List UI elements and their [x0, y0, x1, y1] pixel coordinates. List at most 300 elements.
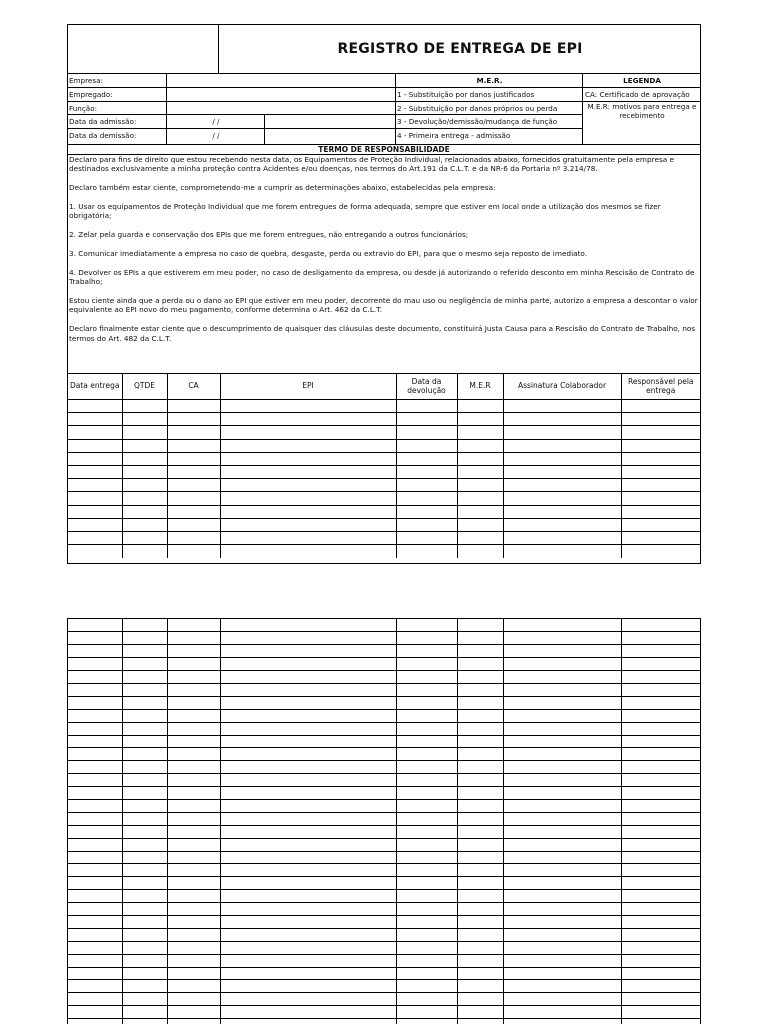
table-cell[interactable] [457, 825, 503, 838]
table-cell[interactable] [396, 838, 457, 851]
table-cell[interactable] [167, 1019, 220, 1024]
table-cell[interactable] [503, 877, 621, 890]
table-cell[interactable] [396, 492, 457, 505]
table-cell[interactable] [68, 941, 122, 954]
table-cell[interactable] [457, 531, 503, 544]
table-cell[interactable] [220, 903, 396, 916]
table-cell[interactable] [457, 671, 503, 684]
table-cell[interactable] [503, 864, 621, 877]
table-cell[interactable] [122, 658, 167, 671]
demissao-date-field[interactable]: / / [212, 131, 220, 140]
table-cell[interactable] [167, 505, 220, 518]
table-cell[interactable] [220, 864, 396, 877]
table-cell[interactable] [68, 864, 122, 877]
table-cell[interactable] [503, 632, 621, 645]
table-cell[interactable] [167, 426, 220, 439]
table-cell[interactable] [220, 709, 396, 722]
table-cell[interactable] [503, 774, 621, 787]
table-cell[interactable] [457, 413, 503, 426]
table-cell[interactable] [167, 413, 220, 426]
table-cell[interactable] [396, 864, 457, 877]
table-cell[interactable] [122, 722, 167, 735]
table-cell[interactable] [167, 812, 220, 825]
table-cell[interactable] [122, 465, 167, 478]
table-cell[interactable] [621, 774, 700, 787]
table-cell[interactable] [621, 812, 700, 825]
table-cell[interactable] [621, 439, 700, 452]
empregado-field[interactable] [167, 88, 395, 101]
funcao-field[interactable] [167, 102, 395, 114]
table-cell[interactable] [68, 825, 122, 838]
table-cell[interactable] [621, 492, 700, 505]
table-cell[interactable] [503, 400, 621, 413]
table-cell[interactable] [396, 709, 457, 722]
table-cell[interactable] [220, 619, 396, 632]
table-cell[interactable] [68, 671, 122, 684]
table-cell[interactable] [503, 851, 621, 864]
table-cell[interactable] [167, 545, 220, 558]
table-cell[interactable] [122, 864, 167, 877]
table-cell[interactable] [503, 1019, 621, 1024]
table-cell[interactable] [621, 915, 700, 928]
table-cell[interactable] [122, 993, 167, 1006]
table-cell[interactable] [503, 954, 621, 967]
table-cell[interactable] [167, 915, 220, 928]
table-cell[interactable] [396, 722, 457, 735]
table-cell[interactable] [457, 838, 503, 851]
table-cell[interactable] [220, 505, 396, 518]
table-cell[interactable] [122, 413, 167, 426]
table-cell[interactable] [503, 722, 621, 735]
table-cell[interactable] [122, 812, 167, 825]
table-cell[interactable] [167, 632, 220, 645]
table-cell[interactable] [396, 954, 457, 967]
table-cell[interactable] [122, 774, 167, 787]
table-cell[interactable] [396, 696, 457, 709]
table-cell[interactable] [68, 709, 122, 722]
table-cell[interactable] [167, 465, 220, 478]
table-cell[interactable] [503, 903, 621, 916]
table-cell[interactable] [68, 1019, 122, 1024]
table-cell[interactable] [68, 812, 122, 825]
table-cell[interactable] [68, 799, 122, 812]
table-cell[interactable] [167, 941, 220, 954]
table-cell[interactable] [220, 838, 396, 851]
table-cell[interactable] [122, 735, 167, 748]
table-cell[interactable] [68, 645, 122, 658]
table-cell[interactable] [457, 941, 503, 954]
table-cell[interactable] [122, 452, 167, 465]
empresa-field[interactable] [167, 74, 395, 87]
table-cell[interactable] [220, 980, 396, 993]
table-cell[interactable] [167, 890, 220, 903]
table-cell[interactable] [621, 825, 700, 838]
table-cell[interactable] [457, 980, 503, 993]
table-cell[interactable] [68, 465, 122, 478]
table-cell[interactable] [621, 787, 700, 800]
table-cell[interactable] [68, 545, 122, 558]
table-cell[interactable] [220, 877, 396, 890]
table-cell[interactable] [457, 696, 503, 709]
table-cell[interactable] [68, 748, 122, 761]
table-cell[interactable] [220, 400, 396, 413]
table-cell[interactable] [621, 479, 700, 492]
table-cell[interactable] [220, 735, 396, 748]
table-cell[interactable] [122, 671, 167, 684]
table-cell[interactable] [220, 465, 396, 478]
table-cell[interactable] [457, 993, 503, 1006]
table-cell[interactable] [167, 851, 220, 864]
table-cell[interactable] [220, 1019, 396, 1024]
table-cell[interactable] [167, 928, 220, 941]
table-cell[interactable] [167, 722, 220, 735]
table-cell[interactable] [396, 787, 457, 800]
table-cell[interactable] [220, 941, 396, 954]
table-cell[interactable] [220, 915, 396, 928]
table-cell[interactable] [68, 928, 122, 941]
table-cell[interactable] [621, 735, 700, 748]
table-cell[interactable] [68, 426, 122, 439]
table-cell[interactable] [396, 505, 457, 518]
table-cell[interactable] [396, 413, 457, 426]
table-cell[interactable] [396, 439, 457, 452]
table-cell[interactable] [621, 683, 700, 696]
table-cell[interactable] [621, 748, 700, 761]
table-cell[interactable] [396, 915, 457, 928]
table-cell[interactable] [122, 928, 167, 941]
table-cell[interactable] [396, 980, 457, 993]
table-cell[interactable] [122, 954, 167, 967]
table-cell[interactable] [167, 479, 220, 492]
table-cell[interactable] [122, 645, 167, 658]
table-cell[interactable] [621, 1006, 700, 1019]
table-cell[interactable] [621, 890, 700, 903]
table-cell[interactable] [122, 748, 167, 761]
table-cell[interactable] [396, 658, 457, 671]
table-cell[interactable] [396, 426, 457, 439]
table-cell[interactable] [167, 903, 220, 916]
table-cell[interactable] [457, 439, 503, 452]
table-cell[interactable] [68, 890, 122, 903]
table-cell[interactable] [220, 696, 396, 709]
table-cell[interactable] [621, 709, 700, 722]
table-cell[interactable] [396, 735, 457, 748]
table-cell[interactable] [457, 787, 503, 800]
table-cell[interactable] [457, 954, 503, 967]
table-cell[interactable] [220, 993, 396, 1006]
table-cell[interactable] [621, 980, 700, 993]
table-cell[interactable] [621, 967, 700, 980]
table-cell[interactable] [503, 967, 621, 980]
table-cell[interactable] [503, 439, 621, 452]
table-cell[interactable] [396, 1006, 457, 1019]
table-cell[interactable] [68, 722, 122, 735]
admissao-date-field[interactable]: / / [212, 117, 220, 126]
table-cell[interactable] [457, 735, 503, 748]
table-cell[interactable] [220, 748, 396, 761]
table-cell[interactable] [167, 967, 220, 980]
table-cell[interactable] [220, 671, 396, 684]
table-cell[interactable] [621, 864, 700, 877]
table-cell[interactable] [621, 838, 700, 851]
table-cell[interactable] [457, 967, 503, 980]
table-cell[interactable] [220, 545, 396, 558]
table-cell[interactable] [621, 531, 700, 544]
table-cell[interactable] [621, 954, 700, 967]
table-cell[interactable] [457, 928, 503, 941]
table-cell[interactable] [621, 632, 700, 645]
table-cell[interactable] [68, 632, 122, 645]
table-cell[interactable] [220, 452, 396, 465]
table-cell[interactable] [122, 967, 167, 980]
table-cell[interactable] [122, 505, 167, 518]
table-cell[interactable] [457, 748, 503, 761]
table-cell[interactable] [167, 864, 220, 877]
table-cell[interactable] [122, 696, 167, 709]
table-cell[interactable] [621, 413, 700, 426]
table-cell[interactable] [68, 492, 122, 505]
table-cell[interactable] [457, 545, 503, 558]
table-cell[interactable] [220, 928, 396, 941]
table-cell[interactable] [68, 980, 122, 993]
table-cell[interactable] [503, 825, 621, 838]
table-cell[interactable] [68, 993, 122, 1006]
table-cell[interactable] [122, 799, 167, 812]
table-cell[interactable] [396, 479, 457, 492]
table-cell[interactable] [167, 531, 220, 544]
table-cell[interactable] [621, 877, 700, 890]
table-cell[interactable] [503, 696, 621, 709]
table-cell[interactable] [220, 531, 396, 544]
table-cell[interactable] [122, 492, 167, 505]
table-cell[interactable] [503, 1006, 621, 1019]
table-cell[interactable] [68, 531, 122, 544]
table-cell[interactable] [503, 413, 621, 426]
table-cell[interactable] [68, 851, 122, 864]
table-cell[interactable] [503, 915, 621, 928]
table-cell[interactable] [220, 658, 396, 671]
table-cell[interactable] [457, 452, 503, 465]
table-cell[interactable] [396, 400, 457, 413]
table-cell[interactable] [122, 1006, 167, 1019]
table-cell[interactable] [167, 696, 220, 709]
table-cell[interactable] [68, 619, 122, 632]
table-cell[interactable] [503, 709, 621, 722]
table-cell[interactable] [621, 426, 700, 439]
table-cell[interactable] [621, 993, 700, 1006]
table-cell[interactable] [457, 518, 503, 531]
table-cell[interactable] [167, 980, 220, 993]
table-cell[interactable] [68, 400, 122, 413]
table-cell[interactable] [503, 619, 621, 632]
table-cell[interactable] [220, 645, 396, 658]
table-cell[interactable] [68, 683, 122, 696]
table-cell[interactable] [457, 505, 503, 518]
demissao-extra-field[interactable] [265, 129, 395, 143]
table-cell[interactable] [167, 658, 220, 671]
table-cell[interactable] [167, 400, 220, 413]
table-cell[interactable] [122, 1019, 167, 1024]
admissao-extra-field[interactable] [265, 115, 395, 128]
table-cell[interactable] [68, 452, 122, 465]
table-cell[interactable] [220, 825, 396, 838]
table-cell[interactable] [220, 439, 396, 452]
table-cell[interactable] [503, 799, 621, 812]
table-cell[interactable] [122, 545, 167, 558]
table-cell[interactable] [503, 479, 621, 492]
table-cell[interactable] [167, 619, 220, 632]
table-cell[interactable] [457, 400, 503, 413]
table-cell[interactable] [457, 426, 503, 439]
table-cell[interactable] [457, 658, 503, 671]
table-cell[interactable] [621, 928, 700, 941]
table-cell[interactable] [503, 928, 621, 941]
table-cell[interactable] [68, 761, 122, 774]
table-cell[interactable] [457, 812, 503, 825]
table-cell[interactable] [396, 941, 457, 954]
table-cell[interactable] [396, 545, 457, 558]
table-cell[interactable] [220, 799, 396, 812]
table-cell[interactable] [167, 492, 220, 505]
table-cell[interactable] [503, 812, 621, 825]
table-cell[interactable] [621, 658, 700, 671]
table-cell[interactable] [220, 518, 396, 531]
table-cell[interactable] [503, 645, 621, 658]
table-cell[interactable] [396, 890, 457, 903]
table-cell[interactable] [396, 877, 457, 890]
table-cell[interactable] [167, 709, 220, 722]
table-cell[interactable] [396, 967, 457, 980]
table-cell[interactable] [457, 632, 503, 645]
table-cell[interactable] [122, 479, 167, 492]
table-cell[interactable] [621, 671, 700, 684]
table-cell[interactable] [167, 774, 220, 787]
table-cell[interactable] [396, 671, 457, 684]
table-cell[interactable] [167, 761, 220, 774]
table-cell[interactable] [503, 531, 621, 544]
table-cell[interactable] [122, 787, 167, 800]
table-cell[interactable] [220, 683, 396, 696]
table-cell[interactable] [396, 452, 457, 465]
table-cell[interactable] [68, 915, 122, 928]
table-cell[interactable] [68, 903, 122, 916]
table-cell[interactable] [167, 735, 220, 748]
table-cell[interactable] [621, 452, 700, 465]
table-cell[interactable] [396, 825, 457, 838]
table-cell[interactable] [167, 439, 220, 452]
table-cell[interactable] [396, 1019, 457, 1024]
table-cell[interactable] [167, 954, 220, 967]
table-cell[interactable] [457, 864, 503, 877]
table-cell[interactable] [503, 671, 621, 684]
table-cell[interactable] [621, 851, 700, 864]
table-cell[interactable] [122, 426, 167, 439]
table-cell[interactable] [122, 877, 167, 890]
table-cell[interactable] [220, 967, 396, 980]
table-cell[interactable] [167, 877, 220, 890]
table-cell[interactable] [167, 645, 220, 658]
table-cell[interactable] [503, 890, 621, 903]
table-cell[interactable] [503, 683, 621, 696]
table-cell[interactable] [457, 492, 503, 505]
table-cell[interactable] [621, 696, 700, 709]
table-cell[interactable] [68, 479, 122, 492]
table-cell[interactable] [457, 709, 503, 722]
table-cell[interactable] [621, 505, 700, 518]
table-cell[interactable] [457, 915, 503, 928]
table-cell[interactable] [167, 1006, 220, 1019]
table-cell[interactable] [167, 518, 220, 531]
table-cell[interactable] [68, 735, 122, 748]
table-cell[interactable] [457, 619, 503, 632]
table-cell[interactable] [220, 812, 396, 825]
table-cell[interactable] [503, 838, 621, 851]
table-cell[interactable] [396, 465, 457, 478]
table-cell[interactable] [621, 400, 700, 413]
table-cell[interactable] [220, 492, 396, 505]
table-cell[interactable] [396, 928, 457, 941]
table-cell[interactable] [396, 531, 457, 544]
table-cell[interactable] [122, 838, 167, 851]
table-cell[interactable] [167, 825, 220, 838]
table-cell[interactable] [122, 709, 167, 722]
table-cell[interactable] [503, 465, 621, 478]
table-cell[interactable] [122, 632, 167, 645]
table-cell[interactable] [68, 696, 122, 709]
table-cell[interactable] [457, 799, 503, 812]
table-cell[interactable] [457, 1019, 503, 1024]
table-cell[interactable] [457, 479, 503, 492]
table-cell[interactable] [503, 492, 621, 505]
table-cell[interactable] [503, 761, 621, 774]
table-cell[interactable] [122, 980, 167, 993]
table-cell[interactable] [220, 851, 396, 864]
table-cell[interactable] [457, 877, 503, 890]
table-cell[interactable] [122, 400, 167, 413]
table-cell[interactable] [220, 426, 396, 439]
table-cell[interactable] [68, 877, 122, 890]
table-cell[interactable] [220, 954, 396, 967]
table-cell[interactable] [457, 903, 503, 916]
table-cell[interactable] [621, 799, 700, 812]
table-cell[interactable] [503, 980, 621, 993]
table-cell[interactable] [457, 774, 503, 787]
table-cell[interactable] [167, 683, 220, 696]
table-cell[interactable] [621, 545, 700, 558]
table-cell[interactable] [68, 954, 122, 967]
table-cell[interactable] [503, 658, 621, 671]
table-cell[interactable] [220, 774, 396, 787]
table-cell[interactable] [220, 761, 396, 774]
table-cell[interactable] [396, 748, 457, 761]
table-cell[interactable] [68, 787, 122, 800]
table-cell[interactable] [122, 683, 167, 696]
table-cell[interactable] [167, 452, 220, 465]
table-cell[interactable] [68, 439, 122, 452]
table-cell[interactable] [122, 761, 167, 774]
table-cell[interactable] [167, 993, 220, 1006]
table-cell[interactable] [122, 890, 167, 903]
table-cell[interactable] [457, 722, 503, 735]
table-cell[interactable] [396, 683, 457, 696]
table-cell[interactable] [621, 518, 700, 531]
table-cell[interactable] [457, 1006, 503, 1019]
table-cell[interactable] [457, 645, 503, 658]
table-cell[interactable] [396, 632, 457, 645]
table-cell[interactable] [122, 619, 167, 632]
table-cell[interactable] [396, 619, 457, 632]
table-cell[interactable] [68, 658, 122, 671]
